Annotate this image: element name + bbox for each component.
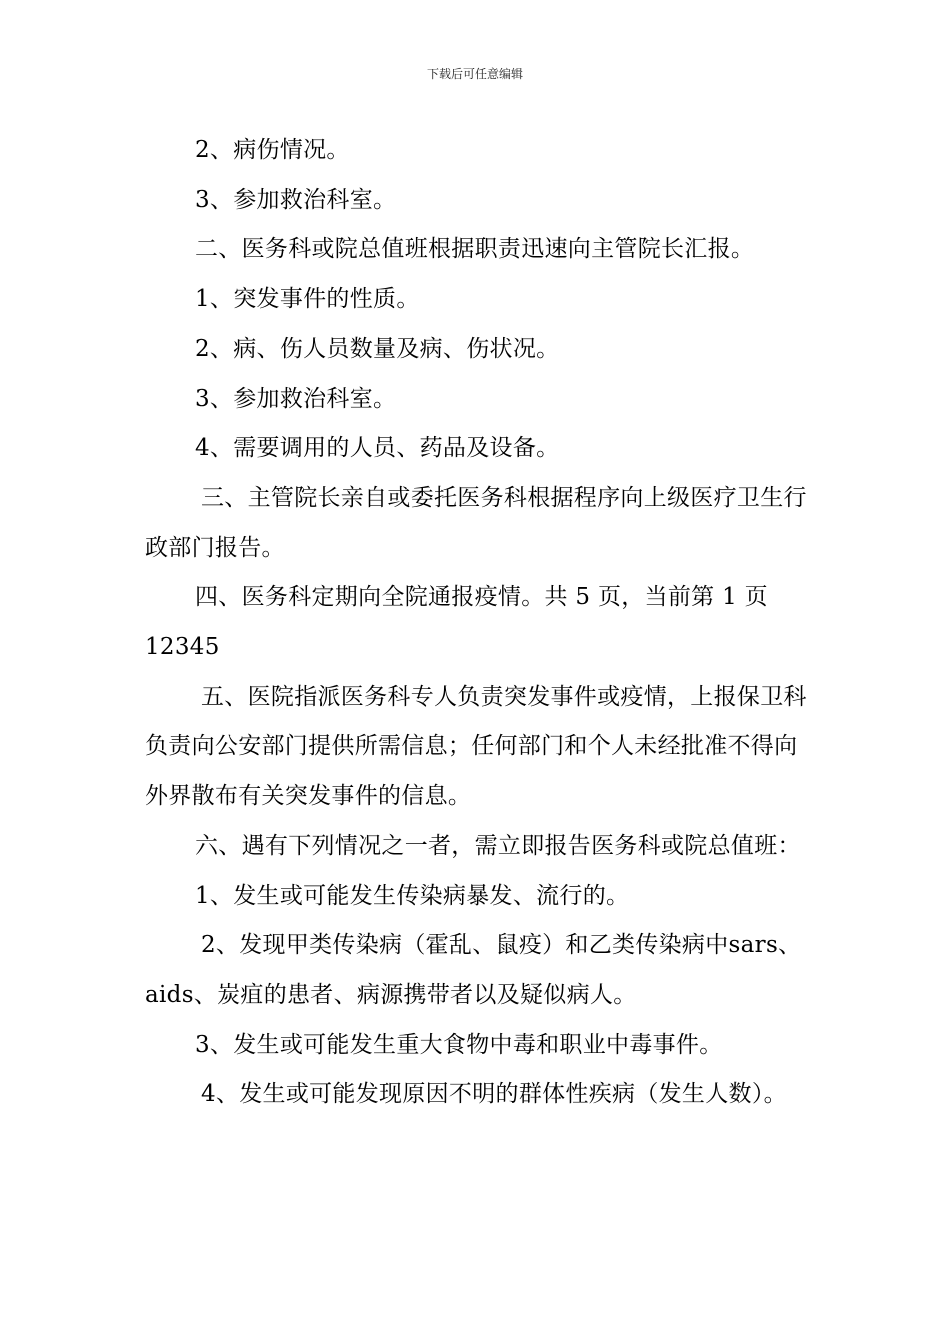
paragraph: 六、遇有下列情况之一者，需立即报告医务科或院总值班： (195, 832, 801, 859)
paragraph: 3、参加救治科室。 (195, 186, 397, 213)
page-count-line: 12345 (145, 634, 220, 661)
paragraph: 2、发现甲类传染病（霍乱、鼠疫）和乙类传染病中sars、aids、炭疽的患者、病源携带者以及疑似病人。 (145, 932, 802, 1008)
document-body (145, 126, 809, 1120)
paragraph: 1、发生或可能发生传染病暴发、流行的。 (195, 882, 630, 909)
paragraph: 2、病伤情况。 (195, 137, 350, 163)
paragraph: 4、发生或可能发现原因不明的群体性疾病（发生人数）。 (201, 1081, 787, 1108)
paragraph: 三、主管院长亲自或委托医务科根据程序向上级医疗卫生行政部门报告。 (145, 484, 807, 561)
paragraph: 4、需要调用的人员、药品及设备。 (195, 435, 560, 462)
paragraph: 二、医务科或院总值班根据职责迅速向主管院长汇报。 (195, 236, 755, 263)
paragraph: 2、病、伤人员数量及病、伤状况。 (195, 335, 560, 362)
paragraph: 1、突发事件的性质。 (195, 286, 420, 313)
page-header: 下载后可任意编辑 (426, 67, 523, 81)
paragraph: 3、发生或可能发生重大食物中毒和职业中毒事件。 (195, 1031, 723, 1058)
paragraph: 五、医院指派医务科专人负责突发事件或疫情，上报保卫科负责向公安部门提供所需信息；任何部门和个人未经批准不得向外界散布有关突发事件的信息。 (145, 683, 807, 810)
paragraph: 四、医务科定期向全院通报疫情。共 5 页，当前第 1 页 (195, 584, 768, 611)
paragraph: 3、参加救治科室。 (195, 385, 397, 412)
